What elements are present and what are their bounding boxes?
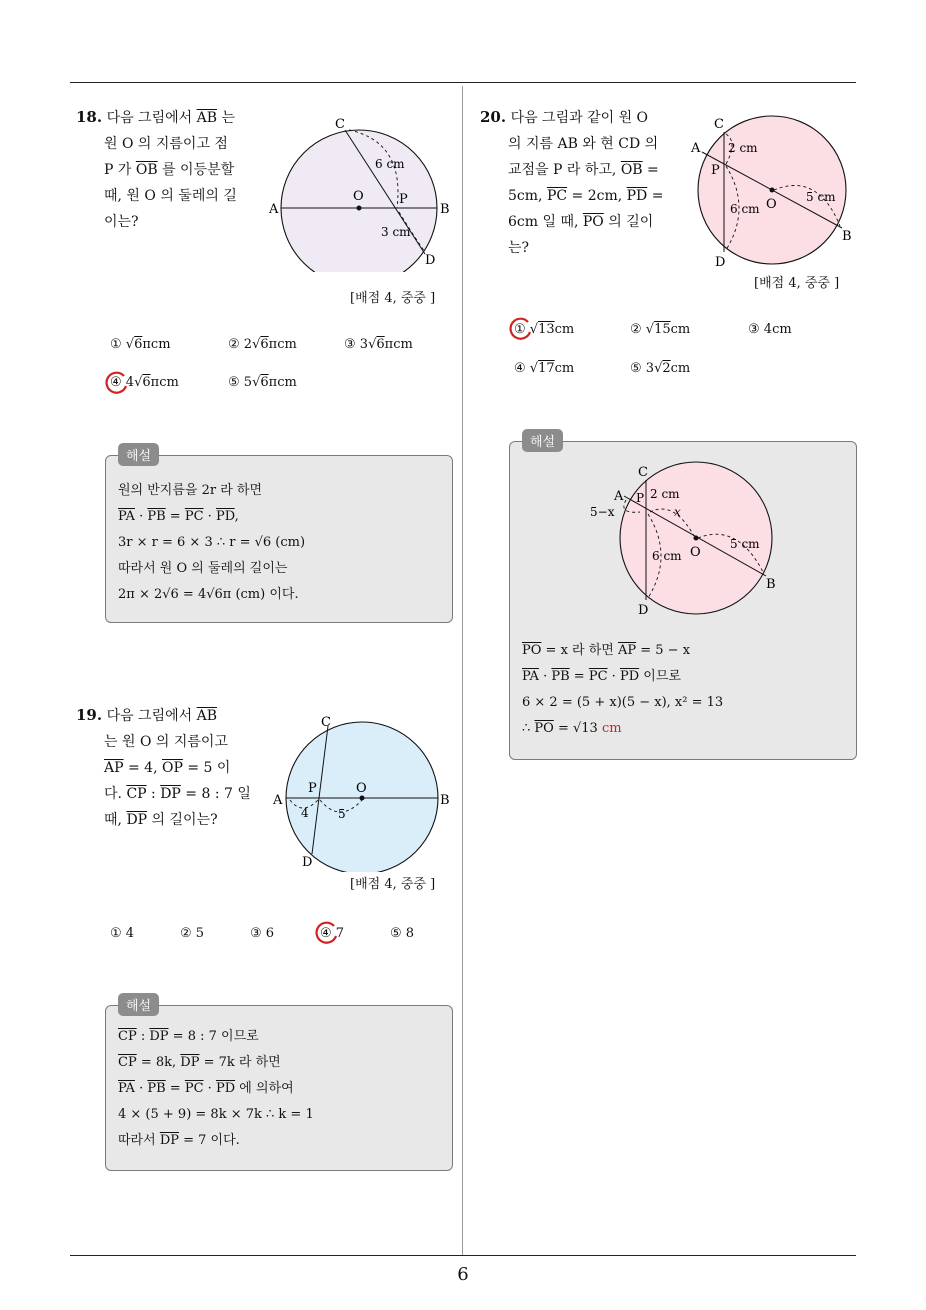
text-segment: = — [642, 162, 659, 178]
choice-number: ② — [180, 926, 196, 941]
q20-line — [480, 235, 680, 261]
overline-segment: $\overline{AB}$ — [196, 110, 218, 126]
choice-value: 4 — [125, 926, 135, 941]
overline-segment: $\overline{PD}$ — [619, 669, 640, 684]
sqrt-icon: √ — [125, 337, 135, 352]
choice-coefficient: 3 — [645, 361, 655, 376]
overline-segment: $\overline{CP}$ — [118, 1029, 137, 1044]
q19-label-b: B — [440, 793, 450, 808]
red-circle-icon — [508, 316, 534, 342]
q20-label-a: A — [691, 141, 701, 156]
sqrt-icon: √ — [252, 337, 261, 352]
q19-solution-box — [105, 999, 453, 1171]
q18-line — [76, 157, 266, 183]
q19-sol-line — [118, 1024, 314, 1050]
q19-line — [76, 781, 266, 807]
page-number: 6 — [457, 1264, 469, 1285]
choice-number: ⑤ — [228, 375, 244, 390]
q19-sol-line — [118, 1050, 314, 1076]
q20-sol-line — [522, 716, 723, 742]
q19-label-c: C — [321, 715, 331, 730]
text-segment: = 8 : 7 일 — [180, 786, 251, 802]
text-segment: 때, 원 O 의 둘레의 길 — [104, 188, 237, 204]
choice-radicand: 6 — [142, 375, 151, 390]
overline-segment: $\overline{PO}$ — [582, 214, 604, 230]
q19-label-4: 4 — [301, 806, 309, 820]
text-segment: · — [607, 669, 620, 684]
q20-choice-5[interactable] — [630, 361, 690, 376]
choice-number: ① — [110, 926, 126, 941]
q20-sol-label-c: C — [638, 465, 648, 480]
text-segment: = 4, — [123, 760, 162, 776]
q20-label-p: P — [711, 163, 720, 178]
q19-line — [76, 729, 266, 755]
q19-sol-line — [118, 1102, 314, 1128]
q18-line — [76, 183, 266, 209]
text-segment: 6cm 일 때, — [508, 214, 583, 230]
text-segment: = x 라 하면 — [541, 643, 618, 658]
overline-segment: $\overline{PA}$ — [522, 669, 539, 684]
q20-sol-label-b: B — [766, 577, 776, 592]
q19-text — [76, 702, 266, 833]
overline-segment: $\overline{PB}$ — [147, 509, 166, 524]
q20-label-c: C — [714, 117, 724, 132]
q18-line — [76, 209, 266, 235]
sqrt-icon: √ — [529, 361, 539, 376]
q20-solution-figure — [588, 460, 788, 620]
q18-sol-line — [118, 530, 305, 556]
text-segment: 6 × 2 = (5 + x)(5 − x), x² = 13 — [522, 695, 724, 710]
overline-segment: $\overline{DP}$ — [149, 1029, 169, 1044]
choice-unit: cm — [554, 322, 575, 337]
q18-choice-5[interactable] — [228, 375, 297, 390]
text-segment: = 5 − x — [636, 643, 691, 658]
q20-label-2cm: 2 cm — [728, 141, 758, 155]
q20-choice-3[interactable] — [748, 322, 792, 337]
overline-segment: $\overline{DP}$ — [160, 786, 181, 802]
choice-unit: 4cm — [763, 322, 792, 337]
choice-number: ④ — [110, 375, 126, 390]
text-segment: 의 길이는? — [147, 812, 218, 828]
text-segment: · — [538, 669, 552, 684]
choice-radicand: 6 — [134, 337, 143, 352]
q20-sol-label-d: D — [638, 603, 649, 618]
overline-segment: $\overline{DP}$ — [180, 1055, 200, 1070]
q20-sol-label-5cm: 5 cm — [730, 537, 760, 551]
q20-sol-line — [522, 638, 723, 664]
text-segment: = 2cm, — [567, 188, 627, 204]
q19-label-o: O — [356, 781, 367, 796]
text-segment: 때, — [104, 812, 127, 828]
bottom-rule — [70, 1255, 856, 1256]
choice-value: 6 — [265, 926, 275, 941]
choice-radicand: 13 — [538, 322, 555, 337]
q20-sol-label-o: O — [690, 545, 701, 560]
q19-score: [배점 4, 중중 ] — [350, 877, 436, 892]
q20-line — [480, 131, 680, 157]
text-segment: : — [136, 1029, 150, 1044]
overline-segment: $\overline{DP}$ — [159, 1133, 179, 1148]
text-segment: 5cm, — [508, 188, 547, 204]
q18-sol-line — [118, 504, 305, 530]
overline-segment: $\overline{PD}$ — [215, 1081, 236, 1096]
overline-segment: $\overline{CP}$ — [118, 1055, 137, 1070]
choice-number: ② — [228, 337, 244, 352]
q20-solution-lines — [522, 638, 723, 742]
q19-choice-5[interactable] — [390, 926, 414, 941]
q19-sol-line — [118, 1128, 314, 1154]
overline-segment: $\overline{PC}$ — [546, 188, 568, 204]
choice-value: 5 — [195, 926, 205, 941]
q20-label-b: B — [842, 229, 852, 244]
q18-label-b: B — [440, 202, 450, 217]
q20-text — [480, 104, 680, 261]
sqrt-icon: √ — [645, 322, 655, 337]
choice-unit: πcm — [150, 375, 179, 390]
text-segment: : — [146, 786, 161, 802]
q18-score: [배점 4, 중중 ] — [350, 291, 436, 306]
overline-segment: $\overline{PC}$ — [588, 669, 608, 684]
q19-label-5: 5 — [338, 807, 346, 821]
text-segment: 다음 그림에서 — [106, 708, 197, 724]
text-segment: 의 길이 — [603, 214, 654, 230]
text-segment: ∴ — [522, 721, 535, 736]
q20-label-6cm: 6 cm — [730, 202, 760, 216]
text-segment: 원의 반지름을 2r 라 하면 — [118, 483, 263, 498]
text-segment: 원 O 의 지름이고 점 — [104, 136, 228, 152]
text-segment: P 가 — [104, 162, 136, 178]
overline-segment: $\overline{OB}$ — [135, 162, 158, 178]
q19-line — [76, 702, 266, 729]
text-segment: = 8 : 7 이므로 — [168, 1029, 259, 1044]
sqrt-icon: √ — [252, 375, 261, 390]
q19-figure — [268, 712, 458, 872]
q20-label-d: D — [715, 255, 726, 270]
q20-sol-label-2cm: 2 cm — [650, 487, 680, 501]
q20-sol-line — [522, 690, 723, 716]
choice-unit: πcm — [268, 375, 297, 390]
text-segment: · — [203, 509, 216, 524]
text-segment: , — [234, 509, 239, 524]
q19-solution-lines — [118, 1024, 314, 1154]
q18-choice-3[interactable] — [344, 337, 413, 352]
overline-segment: $\overline{CP}$ — [126, 786, 147, 802]
q18-sol-line — [118, 582, 305, 608]
text-segment: 다음 그림에서 — [106, 110, 197, 126]
overline-segment: $\overline{PO}$ — [522, 643, 542, 658]
text-segment: 교점을 P 라 하고, — [508, 162, 621, 178]
top-rule — [70, 82, 856, 83]
q20-choice-4[interactable] — [514, 361, 574, 376]
q19-line — [76, 755, 266, 781]
overline-segment: $\overline{PA}$ — [118, 1081, 135, 1096]
sqrt-icon: √ — [134, 375, 143, 390]
q19-choice-3[interactable] — [250, 926, 274, 941]
q18-label-p: P — [399, 192, 408, 207]
q18-label-c: C — [335, 117, 345, 132]
text-segment: · — [134, 509, 148, 524]
q20-solution-box — [509, 435, 857, 760]
choice-coefficient: 5 — [243, 375, 253, 390]
q18-figure — [265, 112, 455, 272]
q20-line — [480, 209, 680, 235]
overline-segment: $\overline{OB}$ — [620, 162, 643, 178]
choice-number: ① — [514, 322, 530, 337]
q20-line-0 — [511, 110, 648, 126]
choice-number: ④ — [514, 361, 530, 376]
choice-number: ③ — [748, 322, 764, 337]
text-segment: · — [134, 1081, 148, 1096]
choice-number: ⑤ — [630, 361, 646, 376]
choice-number: ③ — [250, 926, 266, 941]
choice-value: 7 — [335, 926, 345, 941]
q18-text — [76, 104, 266, 235]
text-segment: 다. — [104, 786, 127, 802]
q18-solution-lines — [118, 478, 305, 608]
q19-label-a: A — [273, 793, 283, 808]
q19-line-0 — [107, 708, 217, 724]
choice-radicand: 6 — [376, 337, 385, 352]
text-segment: = — [569, 669, 589, 684]
choice-unit: πcm — [268, 337, 297, 352]
overline-segment: $\overline{PB}$ — [147, 1081, 166, 1096]
overline-segment: $\overline{AP}$ — [617, 643, 637, 658]
overline-segment: $\overline{PD}$ — [626, 188, 648, 204]
overline-segment: $\overline{PC}$ — [184, 1081, 204, 1096]
text-segment: 따라서 — [118, 1133, 160, 1148]
text-segment: 는 원 O 의 지름이고 — [104, 734, 228, 750]
choice-radicand: 2 — [662, 361, 671, 376]
text-segment: = — [165, 1081, 185, 1096]
choice-radicand: 17 — [538, 361, 555, 376]
text-segment: 3r × r = 6 × 3 ∴ r = √6 (cm) — [118, 535, 306, 550]
q20-center-dot — [770, 188, 775, 193]
q18-choice-1[interactable] — [110, 337, 171, 352]
q20-number: 20. — [480, 108, 507, 126]
choice-radicand: 15 — [654, 322, 671, 337]
q19-center-dot — [360, 796, 365, 801]
text-segment: · — [203, 1081, 216, 1096]
choice-number: ⑤ — [390, 926, 406, 941]
red-circle-icon — [314, 920, 340, 946]
text-segment: 는? — [508, 240, 530, 256]
q18-line-0 — [107, 110, 235, 126]
overline-segment: $\overline{PB}$ — [551, 669, 570, 684]
choice-radicand: 6 — [260, 337, 269, 352]
choice-number: ③ — [344, 337, 360, 352]
q20-score: [배점 4, 중중 ] — [754, 276, 840, 291]
q20-sol-label-p: P — [636, 491, 645, 505]
q20-sol-label-6cm: 6 cm — [652, 549, 682, 563]
red-segment: cm — [601, 721, 622, 736]
sqrt-icon: √ — [529, 322, 539, 337]
text-segment: 의 지름 AB 와 현 CD 의 — [508, 136, 659, 152]
text-segment: = 8k, — [136, 1055, 181, 1070]
q20-sol-label-x: x — [674, 505, 681, 519]
choice-coefficient: 4 — [125, 375, 135, 390]
q20-choice-2[interactable] — [630, 322, 690, 337]
overline-segment: $\overline{OP}$ — [161, 760, 183, 776]
choice-value: 8 — [405, 926, 415, 941]
choice-coefficient: 2 — [243, 337, 253, 352]
text-segment: 를 이등분할 — [157, 162, 235, 178]
q20-sol-label-a: A — [614, 489, 624, 504]
q20-line — [480, 104, 680, 131]
overline-segment: $\overline{AB}$ — [196, 708, 218, 724]
text-segment: 4 × (5 + 9) = 8k × 7k ∴ k = 1 — [118, 1107, 314, 1122]
q19-number: 19. — [76, 706, 103, 724]
choice-unit: cm — [670, 322, 691, 337]
q20-sol-center-dot — [694, 536, 699, 541]
text-segment: = 5 이 — [182, 760, 231, 776]
choice-unit: cm — [554, 361, 575, 376]
text-segment: = — [647, 188, 664, 204]
choice-coefficient: 3 — [359, 337, 369, 352]
choice-radicand: 6 — [260, 375, 269, 390]
q18-solution-tag: 해설 — [118, 443, 159, 466]
sqrt-icon: √ — [368, 337, 377, 352]
text-segment: 는 — [217, 110, 235, 126]
text-segment: = 7 이다. — [178, 1133, 240, 1148]
q19-choice-2[interactable] — [180, 926, 204, 941]
q18-number: 18. — [76, 108, 103, 126]
overline-segment: $\overline{DP}$ — [126, 812, 148, 828]
red-circle-icon — [104, 370, 130, 396]
q19-label-p: P — [308, 781, 317, 796]
overline-segment: $\overline{PA}$ — [118, 509, 135, 524]
q18-sol-line — [118, 478, 305, 504]
q18-label-6cm: 6 cm — [375, 157, 405, 171]
text-segment: 이는? — [104, 214, 139, 230]
q19-line — [76, 807, 266, 833]
q18-label-d: D — [425, 253, 436, 268]
q20-figure — [688, 112, 858, 272]
q20-sol-line — [522, 664, 723, 690]
q19-label-d: D — [302, 855, 313, 870]
q18-solution-box — [105, 449, 453, 623]
overline-segment: $\overline{AP}$ — [104, 760, 124, 776]
q20-line — [480, 183, 680, 209]
text-segment: = 7k 라 하면 — [199, 1055, 281, 1070]
choice-unit: cm — [670, 361, 691, 376]
q18-label-o: O — [353, 189, 364, 204]
text-segment: 2π × 2√6 = 4√6π (cm) 이다. — [118, 587, 299, 602]
q20-label-o: O — [766, 197, 777, 212]
overline-segment: $\overline{PD}$ — [215, 509, 235, 524]
text-segment: 이므로 — [639, 669, 681, 684]
choice-number: ④ — [320, 926, 336, 941]
q18-center-dot — [357, 206, 362, 211]
sqrt-icon: √ — [654, 361, 663, 376]
q18-line — [76, 131, 266, 157]
overline-segment: $\overline{PC}$ — [184, 509, 204, 524]
text-segment: 에 의하여 — [235, 1081, 294, 1096]
q18-line — [76, 104, 266, 131]
q18-label-3cm: 3 cm — [381, 225, 411, 239]
q20-line — [480, 157, 680, 183]
choice-number: ② — [630, 322, 646, 337]
text-segment: = √13 — [553, 721, 602, 736]
choice-number: ① — [110, 337, 126, 352]
q20-label-5cm: 5 cm — [806, 190, 836, 204]
q18-sol-line — [118, 556, 305, 582]
text-segment: 다음 그림과 같이 원 O — [510, 110, 649, 126]
choice-unit: πcm — [384, 337, 413, 352]
q19-sol-line — [118, 1076, 314, 1102]
q18-choice-2[interactable] — [228, 337, 297, 352]
q19-solution-tag: 해설 — [118, 993, 159, 1016]
q20-sol-label-5-x: 5−x — [590, 505, 615, 519]
q20-solution-tag: 해설 — [522, 429, 563, 452]
q19-choice-1[interactable] — [110, 926, 134, 941]
text-segment: = — [165, 509, 185, 524]
choice-unit: πcm — [142, 337, 171, 352]
q18-label-a: A — [269, 202, 279, 217]
overline-segment: $\overline{PO}$ — [534, 721, 554, 736]
text-segment: 따라서 원 O 의 둘레의 길이는 — [118, 561, 288, 576]
column-divider — [462, 86, 463, 1256]
